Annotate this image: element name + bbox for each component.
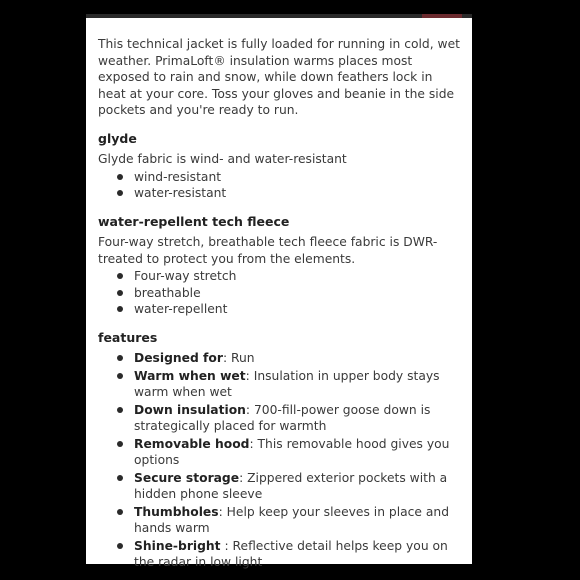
feature-label: Shine-bright xyxy=(134,538,221,553)
intro-paragraph: This technical jacket is fully loaded for running in cold, wet weather. PrimaLoft® insulation warms places most exposed to rain and snow, while down feathers lock in heat at your core. Toss your gloves and beanie in the side pockets and you're ready to run. xyxy=(98,37,461,117)
feature-text: : Run xyxy=(222,351,255,365)
feature-text: : Insulation in upper body stays warm when wet xyxy=(134,368,440,399)
list-item: water-repellent xyxy=(134,301,462,318)
feature-label: Secure storage xyxy=(134,470,240,485)
feature-item xyxy=(134,470,462,503)
feature-label: Removable hood xyxy=(134,436,250,451)
section-desc-tech-fleece: Four-way stretch, breathable tech fleece fabric is DWR-treated to protect you from the elements. xyxy=(98,235,438,266)
features-list xyxy=(98,350,462,571)
section-desc-glyde: Glyde fabric is wind- and water-resistant xyxy=(98,152,347,166)
feature-item xyxy=(134,402,462,435)
feature-text: : This removable hood gives you options xyxy=(134,436,450,467)
product-description xyxy=(86,18,472,569)
bullet-icon xyxy=(117,190,123,196)
feature-label: Down insulation xyxy=(134,402,246,417)
bullet-icon xyxy=(117,441,123,447)
bullet-icon xyxy=(117,475,123,481)
feature-item xyxy=(134,504,462,537)
section-heading-glyde: glyde xyxy=(98,130,137,146)
bullet-icon xyxy=(117,290,123,296)
feature-item xyxy=(134,368,462,401)
section-heading-tech-fleece: water-repellent tech fleece xyxy=(98,213,290,229)
tech-fleece-list xyxy=(98,268,462,318)
glyde-list xyxy=(98,169,462,202)
feature-text: : Help keep your sleeves in place and hands warm xyxy=(134,504,450,535)
list-item: wind-resistant xyxy=(134,169,462,186)
bullet-icon xyxy=(117,509,123,515)
list-item: water-resistant xyxy=(134,185,462,202)
bullet-icon xyxy=(117,174,123,180)
feature-label: Warm when wet xyxy=(134,368,246,383)
bullet-icon xyxy=(117,273,123,279)
feature-text: : Zippered exterior pockets with a hidden phone sleeve xyxy=(134,470,448,501)
feature-item xyxy=(134,538,462,571)
feature-label: Thumbholes xyxy=(134,504,219,519)
bullet-icon xyxy=(117,543,123,549)
feature-label: Designed for xyxy=(134,351,223,365)
bullet-icon xyxy=(117,373,123,379)
feature-text: : Reflective detail helps keep you on the radar in low light xyxy=(134,538,448,569)
feature-text: : 700-fill-power goose down is strategically placed for warmth xyxy=(134,402,431,433)
list-item: breathable xyxy=(134,285,462,302)
feature-item xyxy=(134,436,462,469)
list-item: Four-way stretch xyxy=(134,268,462,285)
bullet-icon xyxy=(117,355,123,361)
bullet-icon xyxy=(117,407,123,413)
feature-item xyxy=(134,350,462,367)
bullet-icon xyxy=(117,306,123,312)
section-heading-features: features xyxy=(98,329,158,345)
